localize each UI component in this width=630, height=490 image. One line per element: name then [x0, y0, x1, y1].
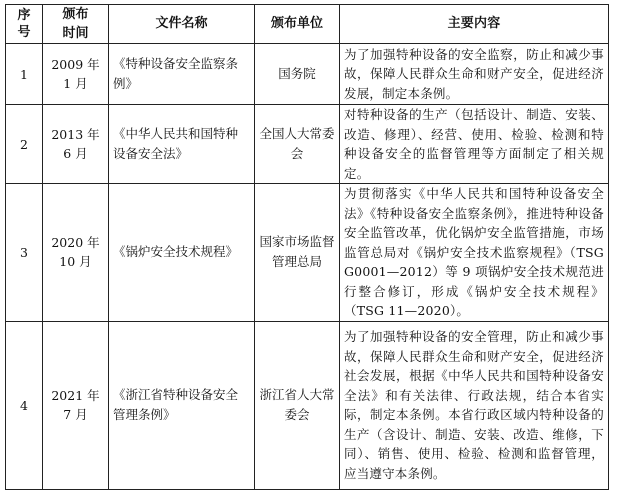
cell-time-month: 10 月	[59, 254, 92, 270]
cell-unit: 全国人大常委会	[255, 105, 340, 184]
cell-content: 为了加强特种设备的安全监察，防止和减少事故，保障人民群众生命和财产安全，促进经济发展，制定本条例。	[340, 44, 609, 105]
cell-content: 对特种设备的生产（包括设计、制造、安装、改造、修理）、经营、使用、检验、检测和特种设备安全的监督管理等方面制定了相关规定。	[340, 105, 609, 184]
cell-time-month: 7 月	[63, 407, 88, 422]
header-time-line-2: 时间	[62, 26, 89, 41]
cell-time	[43, 44, 109, 105]
cell-time	[43, 321, 109, 489]
cell-unit: 国务院	[255, 44, 340, 105]
table-row	[6, 105, 609, 184]
header-content: 主要内容	[340, 5, 609, 44]
header-time	[43, 5, 109, 44]
table-row	[6, 44, 609, 105]
cell-name: 《特种设备安全监察条例》	[109, 44, 255, 105]
cell-name: 《浙江省特种设备安全管理条例》	[109, 321, 255, 489]
header-no-line-2: 号	[17, 25, 31, 40]
header-unit: 颁布单位	[255, 5, 340, 44]
cell-name: 《锅炉安全技术规程》	[109, 184, 255, 322]
cell-content: 为贯彻落实《中华人民共和国特种设备安全法》《特种设备安全监察条例》，推进特种设备安全监管改革，优化锅炉安全监管措施，市场监管总局对《锅炉安全技术监察规程》（TSG G0001—2012）等 9 项锅炉安全技术规范进行整合修订，形成《锅炉安全技术规程》（TSG 11—2020）。	[340, 184, 609, 322]
regulations-table	[5, 4, 609, 490]
cell-unit: 国家市场监督管理总局	[255, 184, 340, 322]
cell-no: 3	[6, 184, 43, 322]
header-row	[6, 5, 609, 44]
cell-time-year: 2021 年	[51, 388, 100, 403]
table-row	[6, 321, 609, 489]
header-no-line-1: 序	[17, 8, 31, 23]
cell-time	[43, 105, 109, 184]
header-name: 文件名称	[109, 5, 255, 44]
cell-time-month: 1 月	[63, 76, 88, 91]
cell-unit: 浙江省人大常委会	[255, 321, 340, 489]
cell-name: 《中华人民共和国特种设备安全法》	[109, 105, 255, 184]
cell-time-year: 2013 年	[51, 127, 100, 142]
header-time-line-1: 颁布	[62, 7, 89, 22]
cell-time	[43, 184, 109, 322]
cell-time-year: 2009 年	[51, 57, 100, 72]
cell-no: 4	[6, 321, 43, 489]
header-no	[6, 5, 43, 44]
table-row	[6, 184, 609, 322]
cell-content: 为了加强特种设备的安全管理，防止和减少事故，保障人民群众生命和财产安全，促进经济社会发展，根据《中华人民共和国特种设备安全法》和有关法律、行政法规，结合本省实际，制定本条例。本省行政区域内特种设备的生产（含设计、制造、安装、改造、维修，下同）、销售、使用、检验、检测和监督管理，应当遵守本条例。	[340, 321, 609, 489]
cell-time-year: 2020 年	[51, 235, 100, 251]
cell-time-month: 6 月	[63, 146, 88, 161]
cell-no: 1	[6, 44, 43, 105]
cell-no: 2	[6, 105, 43, 184]
